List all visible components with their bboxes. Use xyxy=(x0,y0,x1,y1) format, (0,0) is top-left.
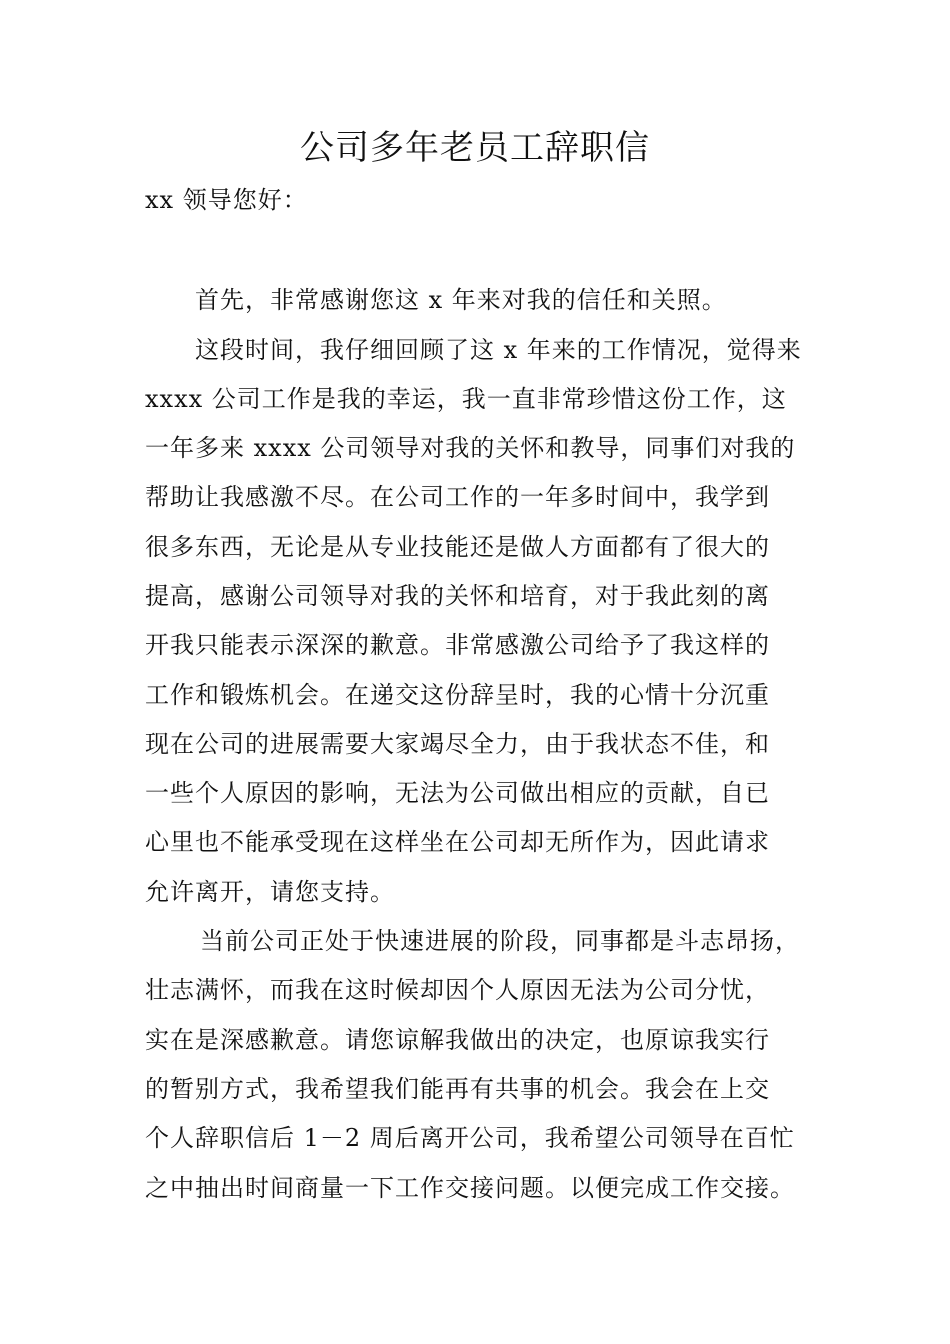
body-line: xxxx 公司工作是我的幸运，我一直非常珍惜这份工作，这 xyxy=(145,385,787,413)
body-line: 提高，感谢公司领导对我的关怀和培育，对于我此刻的离 xyxy=(145,582,770,610)
body-line: 之中抽出时间商量一下工作交接问题。以便完成工作交接。 xyxy=(145,1174,795,1202)
body-line: 心里也不能承受现在这样坐在公司却无所作为，因此请求 xyxy=(145,828,770,856)
body-line: 工作和锻炼机会。在递交这份辞呈时，我的心情十分沉重 xyxy=(145,681,770,709)
body-line: 首先，非常感谢您这 x 年来对我的信任和关照。 xyxy=(195,286,727,314)
body-line: 实在是深感歉意。请您谅解我做出的决定，也原谅我实行 xyxy=(145,1026,770,1054)
body-line: 帮助让我感激不尽。在公司工作的一年多时间中，我学到 xyxy=(145,483,770,511)
body-line: 壮志满怀，而我在这时候却因个人原因无法为公司分忧， xyxy=(145,976,770,1004)
body-line: 当前公司正处于快速进展的阶段，同事都是斗志昂扬， xyxy=(200,927,800,955)
body-line: 个人辞职信后 1－2 周后离开公司，我希望公司领导在百忙 xyxy=(145,1124,795,1152)
body-line: 开我只能表示深深的歉意。非常感激公司给予了我这样的 xyxy=(145,631,770,659)
body-line: 一些个人原因的影响，无法为公司做出相应的贡献，自已 xyxy=(145,779,770,807)
body-line: 现在公司的进展需要大家竭尽全力，由于我状态不佳，和 xyxy=(145,730,770,758)
body-line: 允许离开，请您支持。 xyxy=(145,878,395,906)
salutation: xx 领导您好： xyxy=(145,186,308,214)
body-line: 的暂别方式，我希望我们能再有共事的机会。我会在上交 xyxy=(145,1075,770,1103)
body-line: 这段时间，我仔细回顾了这 x 年来的工作情况，觉得来 xyxy=(195,336,802,364)
body-line: 很多东西，无论是从专业技能还是做人方面都有了很大的 xyxy=(145,533,770,561)
body-line: 一年多来 xxxx 公司领导对我的关怀和教导，同事们对我的 xyxy=(145,434,796,462)
document-title: 公司多年老员工辞职信 xyxy=(300,128,650,168)
